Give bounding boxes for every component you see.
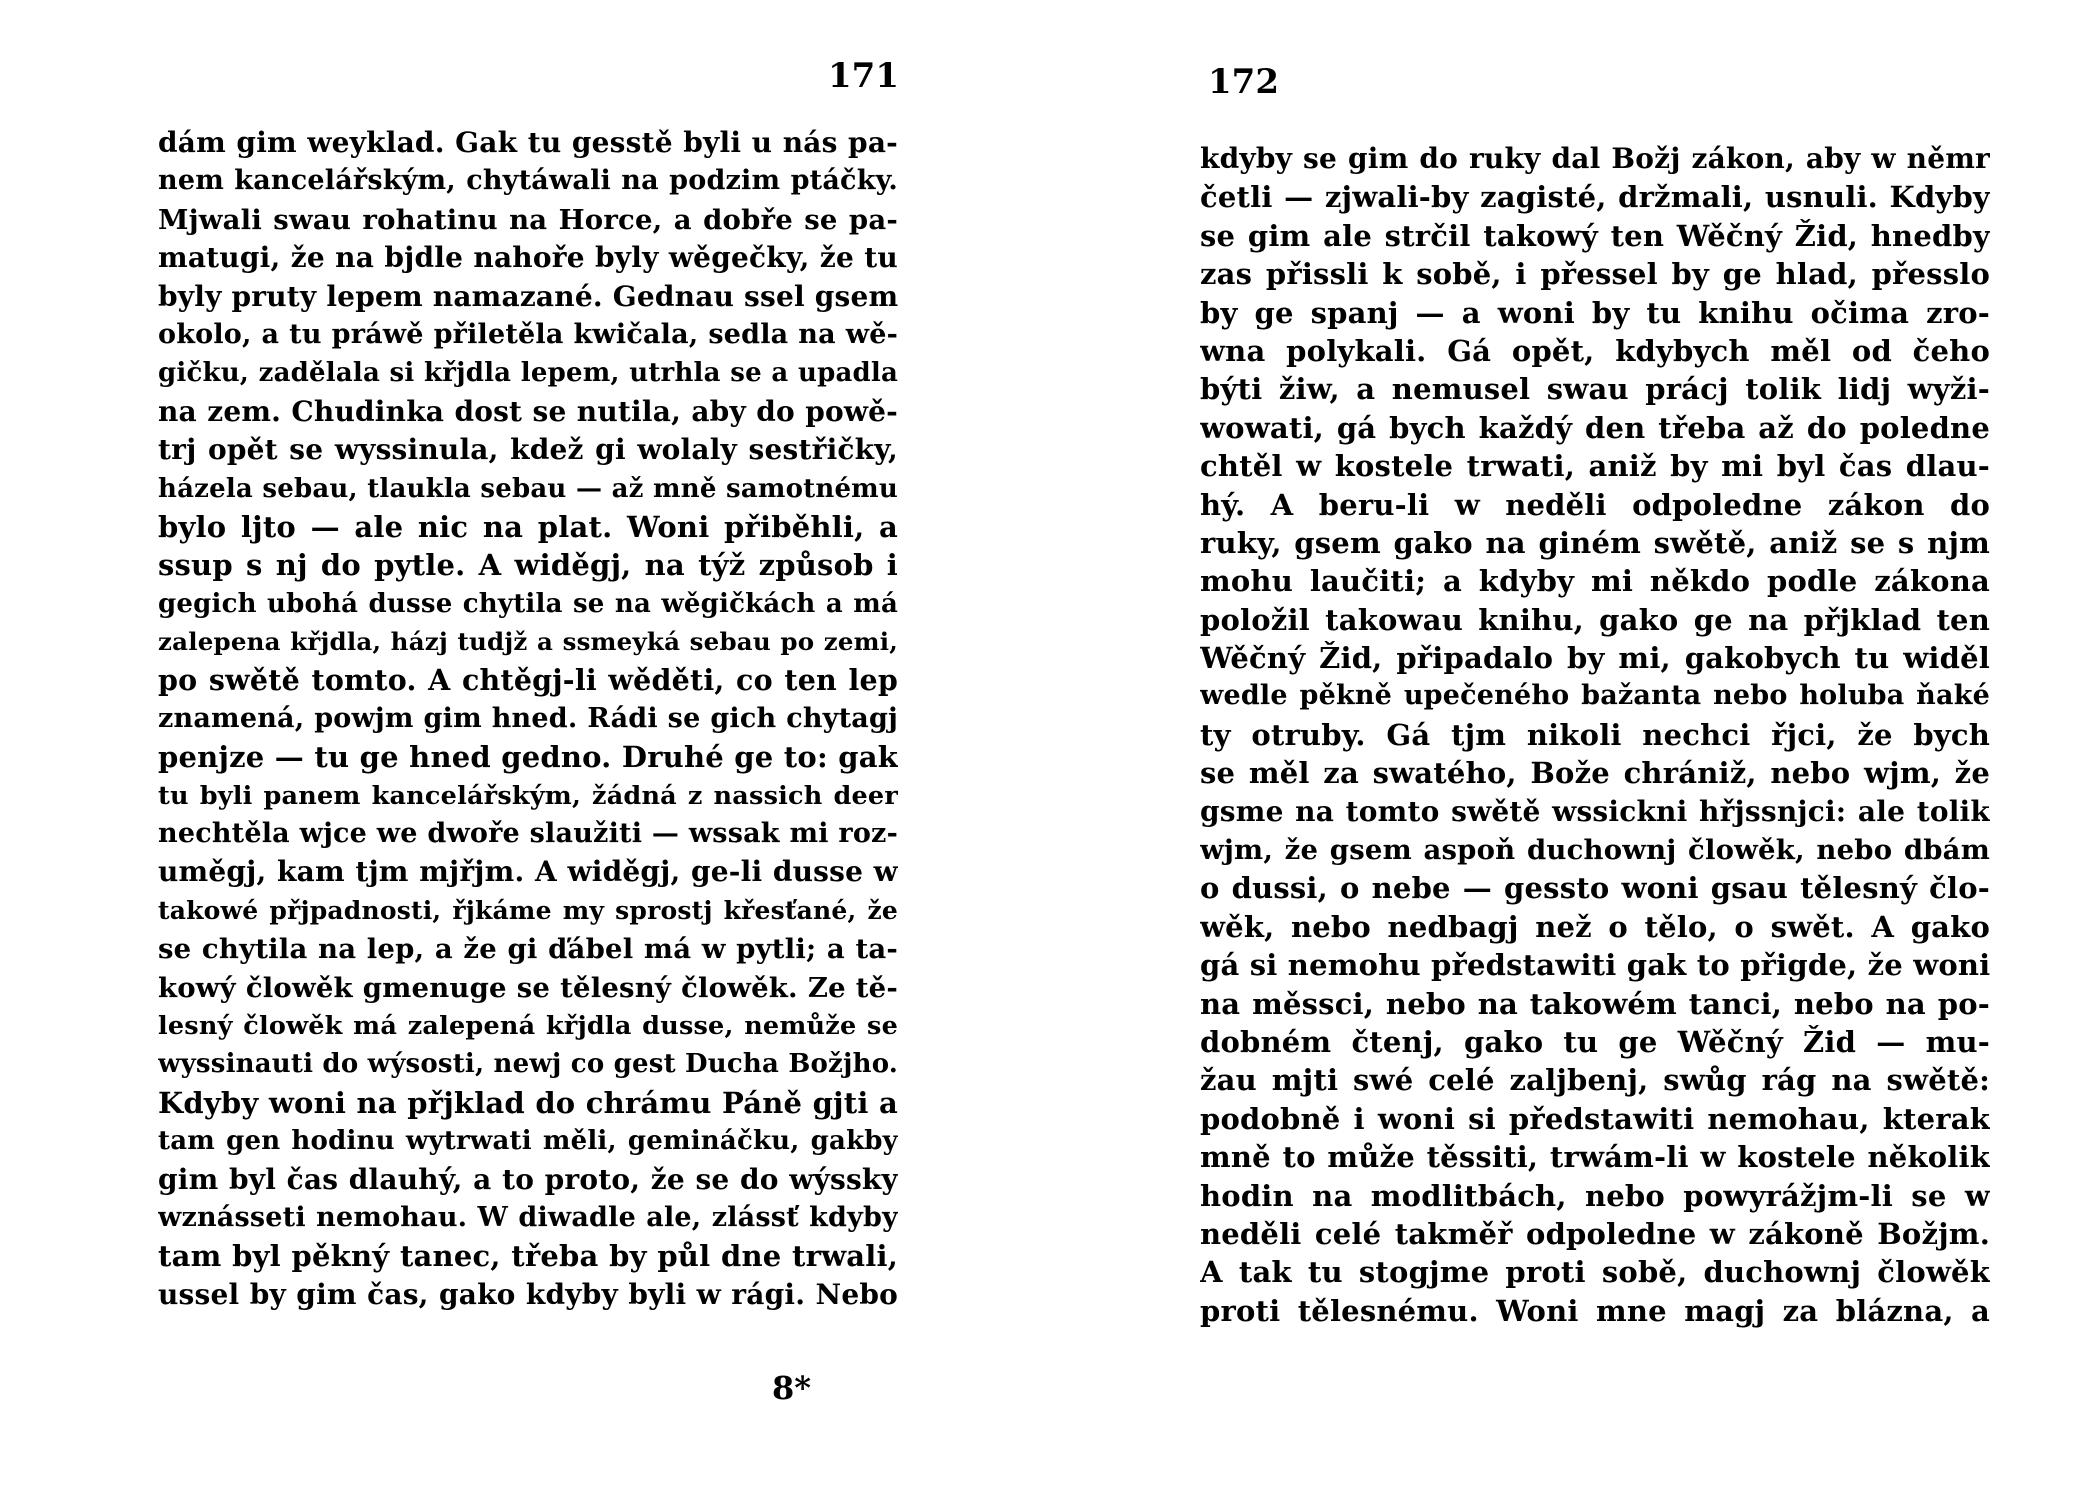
text-line: wznásseti nemohau. W diwadle ale, zlássť kdyby [158,1201,898,1233]
text-line: by ge spanj — a woni by tu knihu očima zro- [1200,295,1990,330]
text-line: nem kancelářským, chytáwali na podzim ptáčky. [158,165,898,197]
text-line: gegich ubohá dusse chytila se na wěgičkách a má [158,588,898,619]
text-line: chtěl w kostele trwati, aniž by mi byl čas dlau- [1200,449,1990,484]
text-line: byly pruty lepem namazané. Gednau ssel gsem [158,279,898,313]
right-page [1043,0,2086,1500]
text-line: znamená, powjm gim hned. Rádi se gich chytagj [158,702,898,734]
text-line: kowý člowěk gmenuge se tělesný člowěk. Ze tě- [158,971,898,1004]
text-line: ssup s nj do pytle. A widěgj, na týž způsob i [158,548,898,583]
text-line: se chytila na lep, a že gi ďábel má w pytli; a ta- [158,933,898,966]
text-line: neděli celé takměř odpoledne w zákoně Božjm. [1200,1216,1990,1251]
signature-mark: 8* [772,1369,811,1407]
text-line: ty otruby. Gá tjm nikoli nechci řjci, že bych [1200,717,1990,752]
text-line: házela sebau, tlaukla sebau — až mně samotnému [158,473,898,504]
text-line: o dussi, o nebe — gessto woni gsau tělesný člo- [1200,871,1990,906]
text-line: býti žiw, a nemusel swau prácj tolik lidj wyži- [1200,372,1990,407]
text-line: se měl za swatého, Bože chrániž, nebo wjm, že [1200,756,1990,791]
text-line: hodin na modlitbách, nebo powyrážjm-li se w [1200,1178,1990,1213]
text-line: po swětě tomto. A chtěgj-li wěděti, co ten lep [158,663,898,698]
text-line: Kdyby woni na přjklad do chrámu Páně gjti a [158,1085,898,1120]
text-line: wna polykali. Gá opět, kdybych měl od čeho [1200,333,1990,368]
text-line: trj opět se wyssinula, kdež gi wolaly sestřičky, [158,433,898,467]
text-line: gsme na tomto swětě wssickni hřjssnjci: ale tolik [1200,794,1990,828]
text-line: nechtěla wjce we dwoře slaužiti — wssak mi roz- [158,818,898,850]
text-line: A tak tu stogjme proti sobě, duchownj člowěk [1200,1255,1990,1290]
text-line: mně to může těssiti, trwám-li w kostele několik [1200,1140,1990,1175]
text-line: položil takowau knihu, gako ge na přjklad ten [1200,602,1990,637]
text-line: dobném čtenj, gako tu ge Wěčný Žid — mu- [1200,1024,1990,1059]
page-text [158,124,898,1314]
text-line: dám gim weyklad. Gak tu gesstě byli u nás pa- [158,126,898,159]
text-line: tam byl pěkný tanec, třeba by půl dne trwali, [158,1239,898,1274]
text-line: kdyby se gim do ruky dal Božj zákon, aby w němr [1200,142,1990,175]
text-line: wjm, že gsem aspoň duchownj člowěk, nebo dbám [1200,834,1990,867]
text-line: Wěčný Žid, připadalo by mi, gakobych tu widěl [1200,641,1990,676]
text-line: četli — zjwali-by zagisté, držmali, usnuli. Kdyby [1200,180,1990,215]
text-line: okolo, a tu práwě přiletěla kwičala, sedla na wě- [158,318,898,350]
text-line: na měssci, nebo na takowém tanci, nebo na po- [1200,986,1990,1021]
text-line: matugi, že na bjdle nahoře byly wěgečky, že tu [158,241,898,275]
text-line: ruky, gsem gako na giném swětě, aniž se s njm [1200,525,1990,560]
text-line: zas přissli k sobě, i přessel by ge hlad, přesslo [1200,257,1990,292]
text-line: wyssinauti do wýsosti, newj co gest Ducha Božjho. [158,1049,898,1080]
text-line: mohu laučiti; a kdyby mi někdo podle zákona [1200,564,1990,599]
text-line: wěk, nebo nedbagj než o tělo, o swět. A gako [1200,909,1990,944]
page-number: 172 [1208,62,1279,102]
page-text [1200,140,1990,1330]
text-line: hý. A beru-li w neděli odpoledne zákon do [1200,487,1990,522]
text-line: gičku, zadělala si křjdla lepem, utrhla se a upadla [158,358,898,389]
text-line: proti tělesnému. Woni mne magj za blázna, a [1200,1293,1990,1328]
text-line: tam gen hodinu wytrwati měli, gemináčku, gakby [158,1126,898,1157]
text-line: ussel by gim čas, gako kdyby byli w rági. Nebo [158,1277,898,1311]
text-line: se gim ale strčil takowý ten Wěčný Žid, hnedby [1200,218,1990,253]
text-line: gim byl čas dlauhý, a to proto, že se do wýssky [158,1162,898,1196]
text-line: gá si nemohu předstawiti gak to přigde, že woni [1200,948,1990,983]
text-line: wedle pěkně upečeného bažanta nebo holuba ňaké [1200,680,1990,712]
text-line: na zem. Chudinka dost se nutila, aby do powě- [158,394,898,428]
text-line: tu byli panem kancelářským, žádná z nassich deer [158,780,898,811]
text-line: Mjwali swau rohatinu na Horce, a dobře se pa- [158,203,898,236]
text-line: takowé přjpadnosti, řjkáme my sprostj křesťané, že [158,895,898,925]
text-line: bylo ljto — ale nic na plat. Woni přiběhli, a [158,509,898,544]
page-number: 171 [828,56,899,96]
text-line: wowati, gá bych každý den třeba až do poledne [1200,410,1990,445]
text-line: uměgj, kam tjm mjřjm. A widěgj, ge-li dusse w [158,855,898,889]
text-line: podobně i woni si předstawiti nemohau, kterak [1200,1101,1990,1136]
text-line: lesný člowěk má zalepená křjdla dusse, nemůže se [158,1010,898,1041]
text-line: žau mjti swé celé zaljbenj, swůg rág na swětě: [1200,1063,1990,1098]
text-line: zalepena křjdla, házj tudjž a ssmeyká sebau po zemi, [158,627,898,657]
text-line: penjze — tu ge hned gedno. Druhé ge to: gak [158,740,898,775]
